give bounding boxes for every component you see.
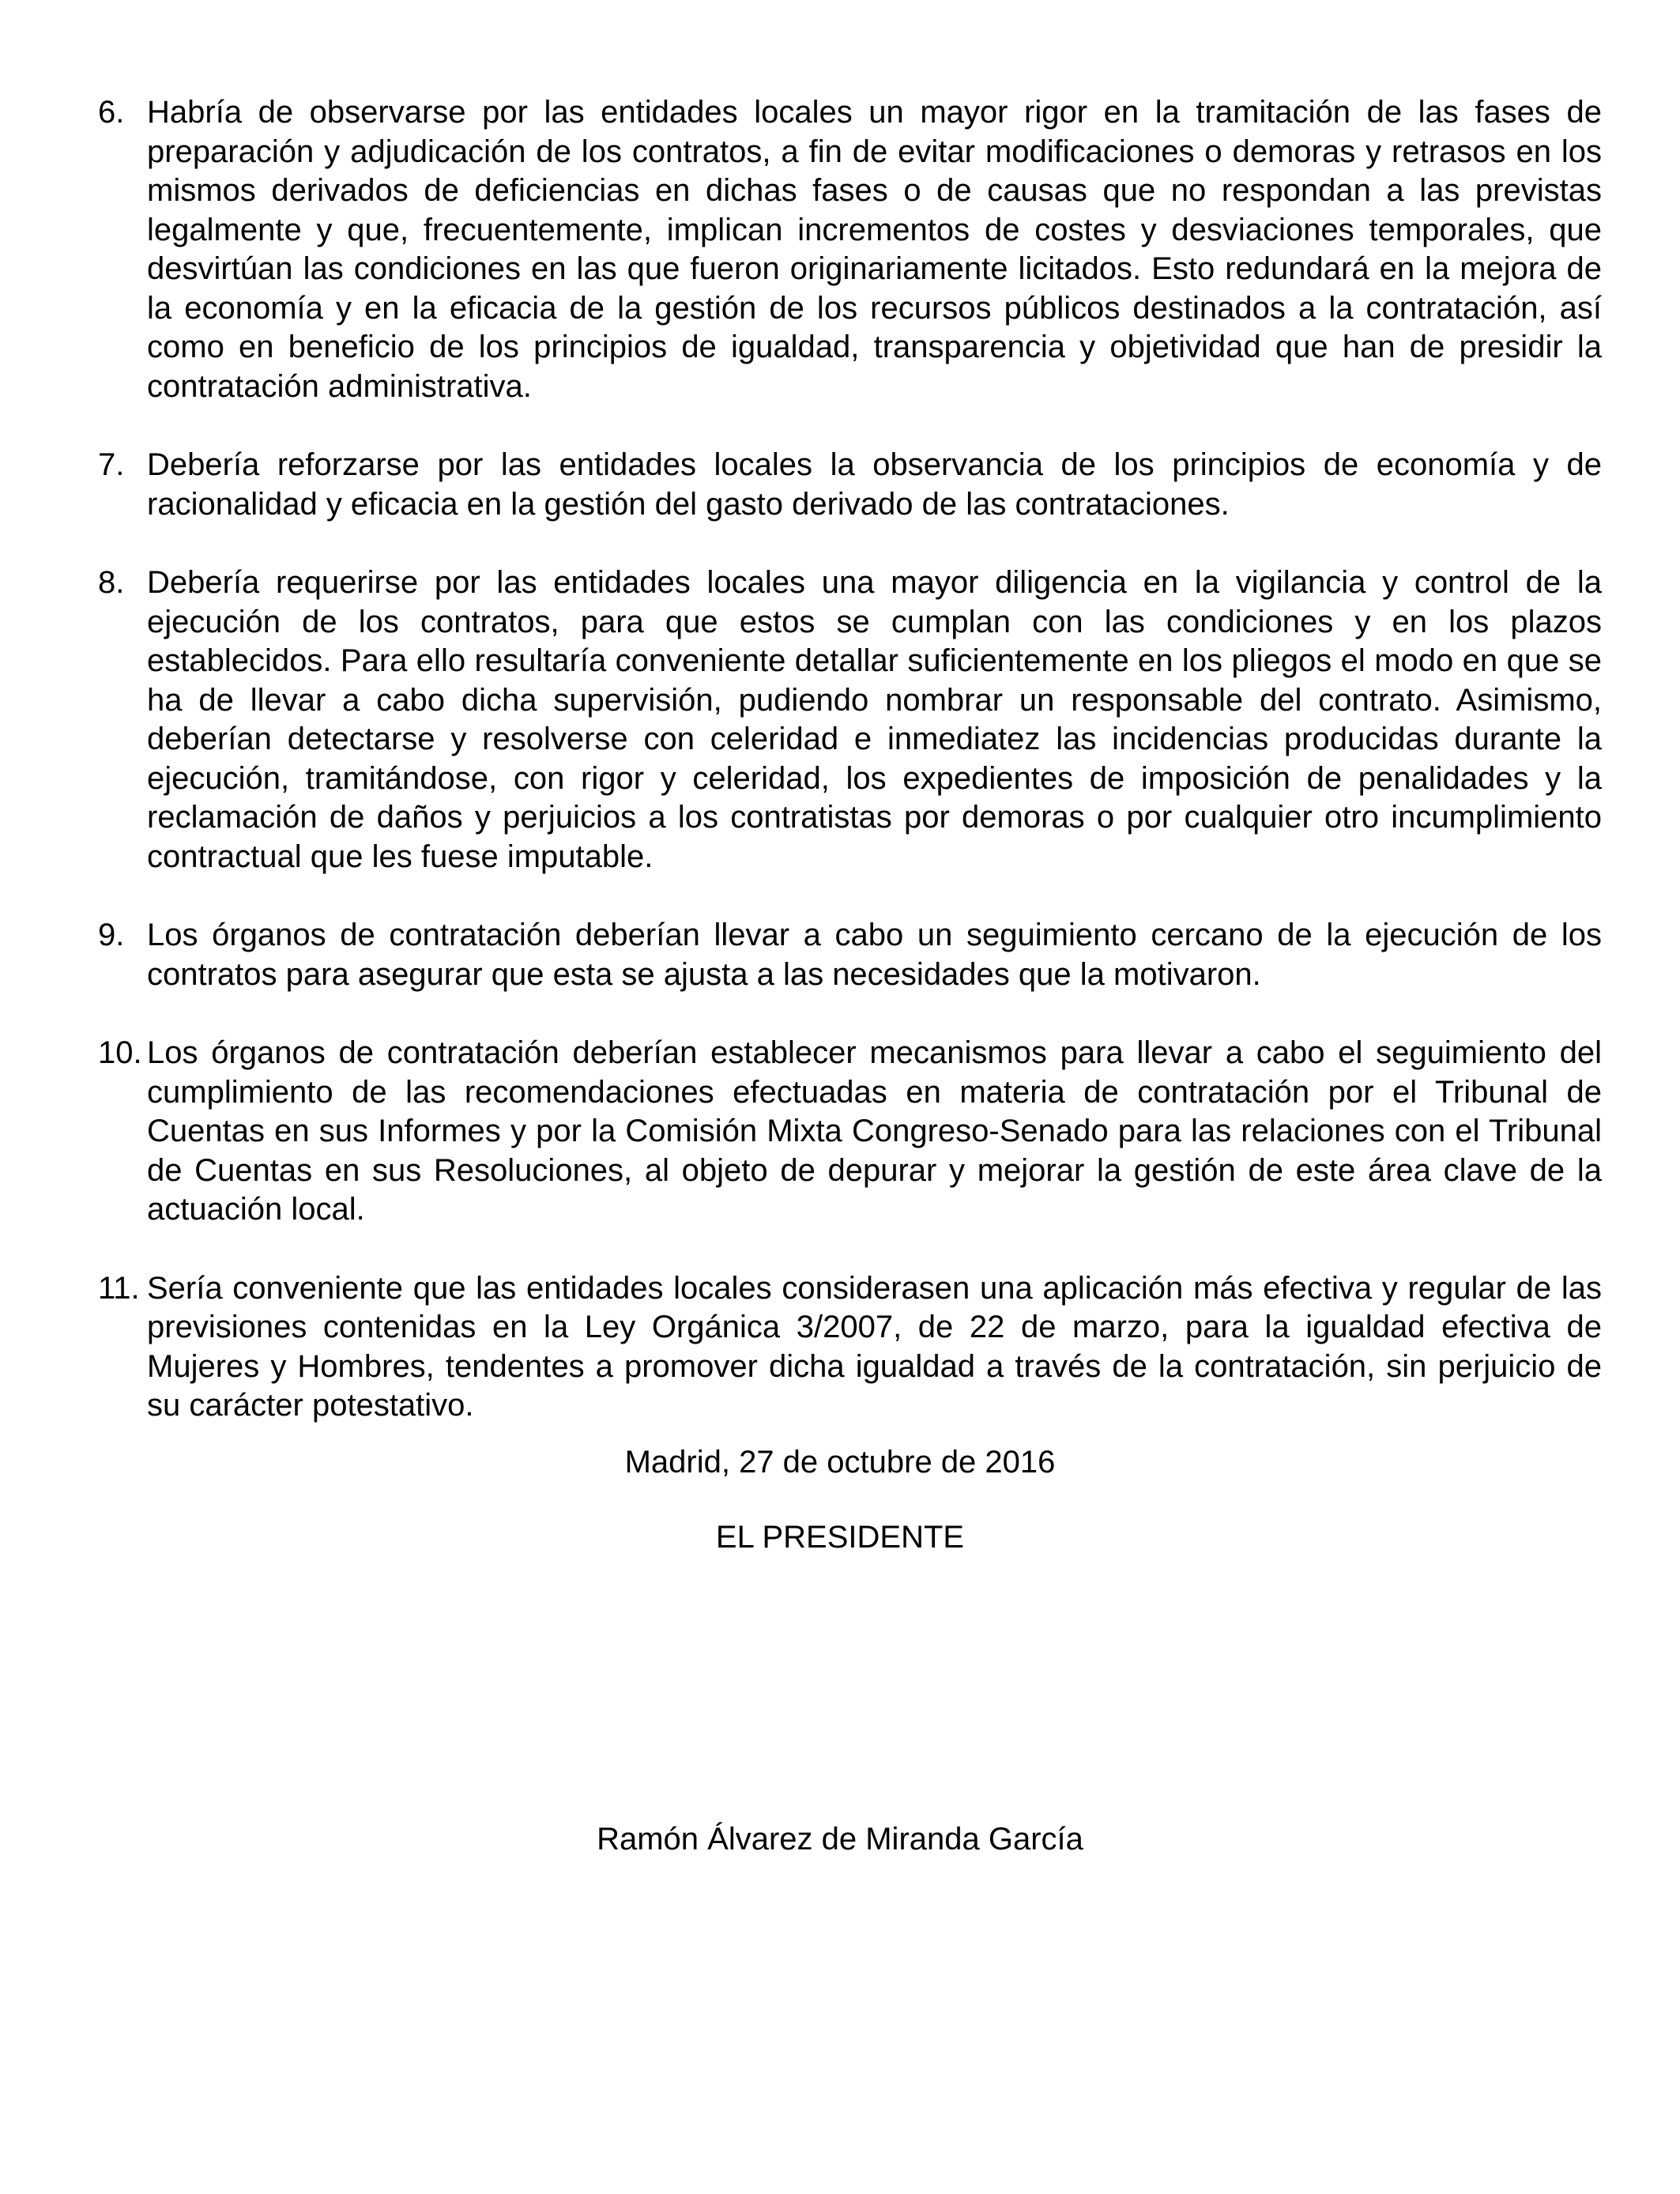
recommendation-number: 8. <box>98 565 125 600</box>
recommendations-list <box>98 93 1602 1465</box>
recommendation-number: 6. <box>98 95 125 130</box>
recommendation-item <box>98 564 1602 876</box>
recommendation-number: 7. <box>98 447 125 482</box>
recommendation-item <box>98 916 1602 994</box>
recommendation-text: Debería requerirse por las entidades locales una mayor diligencia en la vigilancia y control de la ejecución de los contratos, para que estos se cumplan con las condiciones y en los plazos establecidos. Para ello resultaría conveniente detallar suficientemente en los pliegos el modo en que se ha de llevar a cabo dicha supervisión, pudiendo nombrar un responsable del contrato. Asimismo, deberían detectarse y resolverse con celeridad e inmediatez las incidencias producidas durante la ejecución, tramitándose, con rigor y celeridad, los expedientes de imposición de penalidades y la reclamación de daños y perjuicios a los contratistas por demoras o por cualquier otro incumplimiento contractual que les fuese imputable. <box>147 565 1602 874</box>
recommendation-text: Debería reforzarse por las entidades locales la observancia de los principios de economía y de racionalidad y eficacia en la gestión del gasto derivado de las contrataciones. <box>147 447 1602 522</box>
recommendation-item <box>98 446 1602 524</box>
recommendation-number: 9. <box>98 918 125 952</box>
recommendation-text: Los órganos de contratación deberían llevar a cabo un seguimiento cercano de la ejecución de los contratos para asegurar que esta se ajusta a las necesidades que la motivaron. <box>147 918 1602 992</box>
recommendation-text: Sería conveniente que las entidades locales considerasen una aplicación más efectiva y regular de las previsiones contenidas en la Ley Orgánica 3/2007, de 22 de marzo, para la igualdad efectiva de Mujeres y Hombres, tendentes a promover dicha igualdad a través de la contratación, sin perjuicio de su carácter potestativo. <box>147 1270 1602 1423</box>
recommendation-item <box>98 1269 1602 1426</box>
signatory-role: EL PRESIDENTE <box>715 1520 965 1555</box>
recommendation-item <box>98 93 1602 406</box>
signatory-name: Ramón Álvarez de Miranda García <box>597 1822 1083 1857</box>
recommendation-number: 11. <box>98 1270 140 1306</box>
recommendation-number: 10. <box>98 1035 142 1070</box>
recommendation-text: Los órganos de contratación deberían establecer mecanismos para llevar a cabo el seguimiento del cumplimiento de las recomendaciones efectuadas en materia de contratación por el Tribunal de Cuentas en sus Informes y por la Comisión Mixta Congreso-Senado para las relaciones con el Tribunal de Cuentas en sus Resoluciones, al objeto de depurar y mejorar la gestión de este área clave de la actuación local. <box>147 1035 1602 1227</box>
recommendation-text: Habría de observarse por las entidades locales un mayor rigor en la tramitación de las fases de preparación y adjudicación de los contratos, a fin de evitar modificaciones o demoras y retrasos en los mismos derivados de deficiencias en dichas fases o de causas que no respondan a las previstas legalmente y que, frecuentemente, implican incrementos de costes y desviaciones temporales, que desvirtúan las condiciones en las que fueron originariamente licitados. Esto redundará en la mejora de la economía y en la eficacia de la gestión de los recursos públicos destinados a la contratación, así como en beneficio de los principios de igualdad, transparencia y objetividad que han de presidir la contratación administrativa. <box>147 95 1602 404</box>
recommendation-item <box>98 1034 1602 1230</box>
closing-date: Madrid, 27 de octubre de 2016 <box>624 1445 1056 1480</box>
